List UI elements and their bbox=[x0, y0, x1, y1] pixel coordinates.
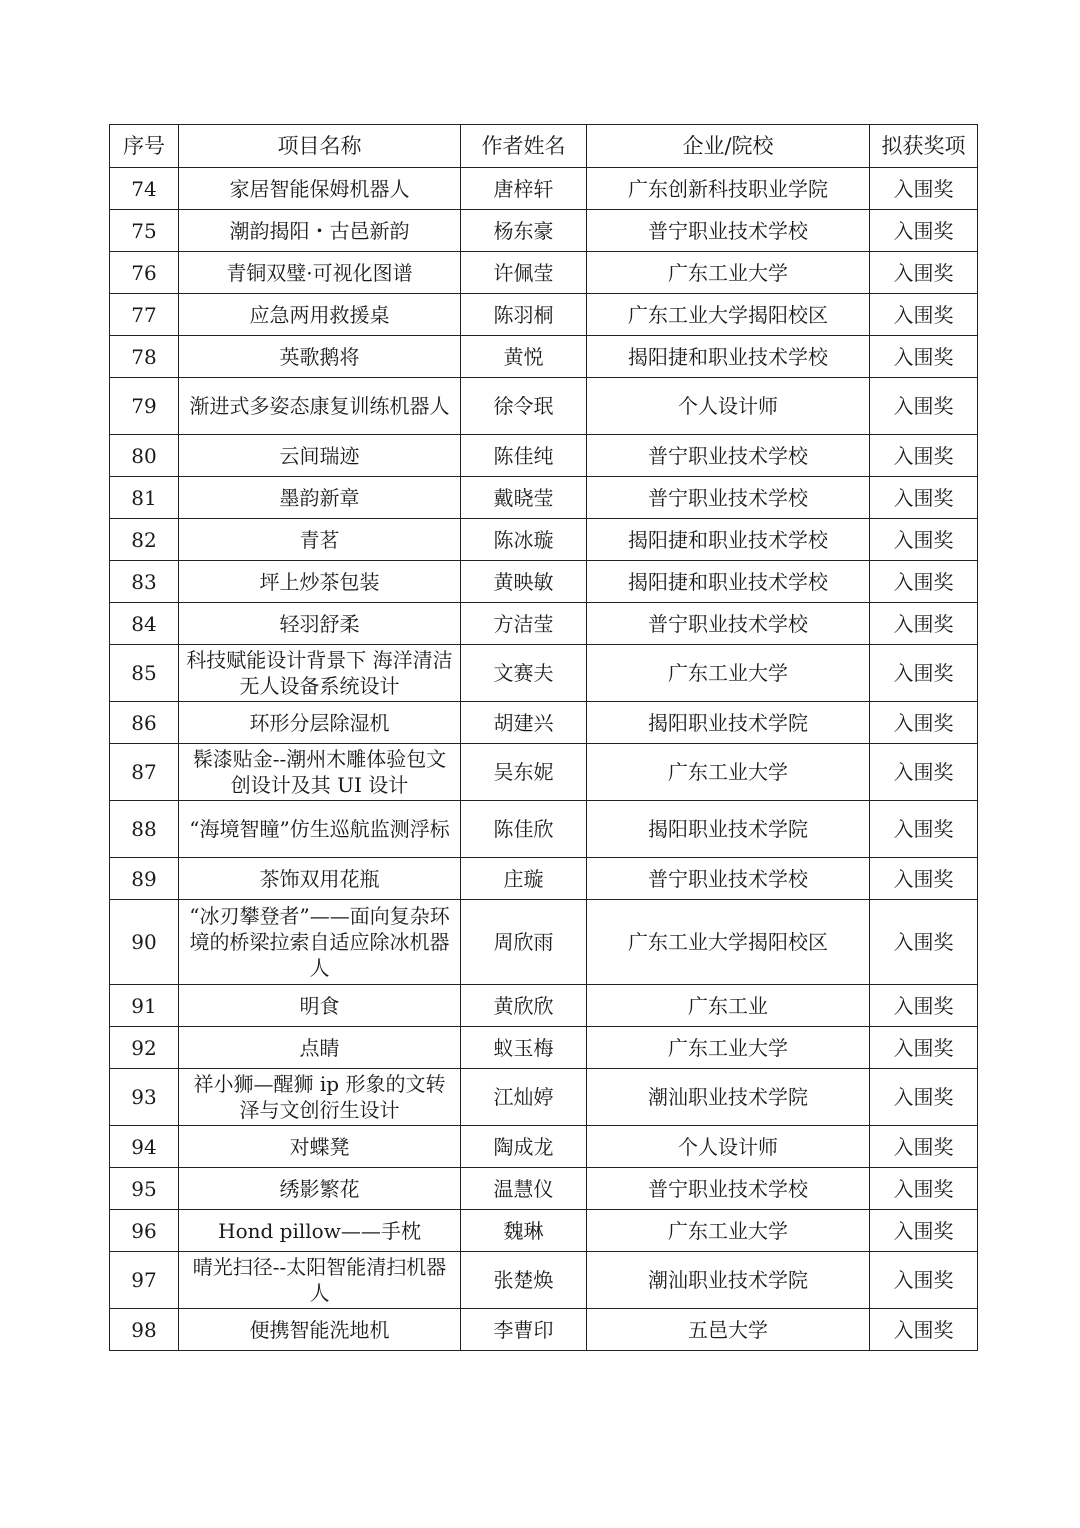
cell-project: 英歌鹅将 bbox=[179, 336, 461, 378]
table-row bbox=[110, 985, 978, 1027]
cell-no: 88 bbox=[110, 801, 179, 858]
cell-award: 入围奖 bbox=[870, 801, 978, 858]
cell-author: 黄映敏 bbox=[461, 561, 587, 603]
cell-award: 入围奖 bbox=[870, 645, 978, 702]
table-row bbox=[110, 1069, 978, 1126]
cell-author: 方洁莹 bbox=[461, 603, 587, 645]
table-row bbox=[110, 561, 978, 603]
cell-project: 坪上炒茶包装 bbox=[179, 561, 461, 603]
award-table-container bbox=[109, 124, 977, 1351]
table-row bbox=[110, 519, 978, 561]
cell-project: 轻羽舒柔 bbox=[179, 603, 461, 645]
cell-org: 揭阳职业技术学院 bbox=[587, 801, 870, 858]
table-body bbox=[110, 168, 978, 1351]
cell-org: 揭阳捷和职业技术学校 bbox=[587, 519, 870, 561]
cell-award: 入围奖 bbox=[870, 1309, 978, 1351]
cell-no: 84 bbox=[110, 603, 179, 645]
cell-no: 92 bbox=[110, 1027, 179, 1069]
cell-org: 个人设计师 bbox=[587, 1126, 870, 1168]
cell-award: 入围奖 bbox=[870, 1210, 978, 1252]
cell-author: 黄悦 bbox=[461, 336, 587, 378]
cell-org: 普宁职业技术学校 bbox=[587, 1168, 870, 1210]
cell-author: 文赛夫 bbox=[461, 645, 587, 702]
cell-project: “冰刃攀登者”——面向复杂环境的桥梁拉索自适应除冰机器人 bbox=[179, 900, 461, 985]
cell-author: 江灿婷 bbox=[461, 1069, 587, 1126]
cell-author: 唐梓轩 bbox=[461, 168, 587, 210]
cell-org: 揭阳捷和职业技术学校 bbox=[587, 561, 870, 603]
cell-author: 陈佳欣 bbox=[461, 801, 587, 858]
cell-project: 青茗 bbox=[179, 519, 461, 561]
cell-award: 入围奖 bbox=[870, 168, 978, 210]
cell-author: 胡建兴 bbox=[461, 702, 587, 744]
cell-no: 93 bbox=[110, 1069, 179, 1126]
cell-award: 入围奖 bbox=[870, 1168, 978, 1210]
cell-no: 83 bbox=[110, 561, 179, 603]
cell-org: 广东工业大学 bbox=[587, 1027, 870, 1069]
cell-org: 普宁职业技术学校 bbox=[587, 435, 870, 477]
cell-org: 个人设计师 bbox=[587, 378, 870, 435]
cell-award: 入围奖 bbox=[870, 252, 978, 294]
cell-author: 蚁玉梅 bbox=[461, 1027, 587, 1069]
award-table bbox=[109, 124, 978, 1351]
table-row bbox=[110, 858, 978, 900]
cell-award: 入围奖 bbox=[870, 744, 978, 801]
header-no: 序号 bbox=[110, 125, 179, 168]
cell-project: 绣影繁花 bbox=[179, 1168, 461, 1210]
table-row bbox=[110, 801, 978, 858]
cell-project: 祥小狮—醒狮 ip 形象的文转泽与文创衍生设计 bbox=[179, 1069, 461, 1126]
cell-award: 入围奖 bbox=[870, 858, 978, 900]
cell-project: 点睛 bbox=[179, 1027, 461, 1069]
cell-org: 揭阳捷和职业技术学校 bbox=[587, 336, 870, 378]
cell-author: 吴东妮 bbox=[461, 744, 587, 801]
cell-org: 潮汕职业技术学院 bbox=[587, 1252, 870, 1309]
cell-no: 97 bbox=[110, 1252, 179, 1309]
cell-project: 髹漆贴金--潮州木雕体验包文创设计及其 UI 设计 bbox=[179, 744, 461, 801]
cell-award: 入围奖 bbox=[870, 435, 978, 477]
cell-no: 91 bbox=[110, 985, 179, 1027]
cell-award: 入围奖 bbox=[870, 1252, 978, 1309]
cell-org: 揭阳职业技术学院 bbox=[587, 702, 870, 744]
cell-no: 79 bbox=[110, 378, 179, 435]
cell-org: 广东工业 bbox=[587, 985, 870, 1027]
cell-award: 入围奖 bbox=[870, 1126, 978, 1168]
cell-org: 广东工业大学 bbox=[587, 1210, 870, 1252]
cell-award: 入围奖 bbox=[870, 1027, 978, 1069]
cell-award: 入围奖 bbox=[870, 378, 978, 435]
table-row bbox=[110, 1252, 978, 1309]
cell-project: 潮韵揭阳・古邑新韵 bbox=[179, 210, 461, 252]
cell-no: 90 bbox=[110, 900, 179, 985]
table-row bbox=[110, 1168, 978, 1210]
table-row bbox=[110, 210, 978, 252]
table-row bbox=[110, 1027, 978, 1069]
cell-project: 对蝶凳 bbox=[179, 1126, 461, 1168]
cell-author: 周欣雨 bbox=[461, 900, 587, 985]
cell-author: 许佩莹 bbox=[461, 252, 587, 294]
cell-no: 86 bbox=[110, 702, 179, 744]
table-row bbox=[110, 900, 978, 985]
cell-award: 入围奖 bbox=[870, 561, 978, 603]
cell-author: 庄璇 bbox=[461, 858, 587, 900]
cell-project: 明食 bbox=[179, 985, 461, 1027]
table-row bbox=[110, 477, 978, 519]
cell-author: 陈佳纯 bbox=[461, 435, 587, 477]
cell-project: 环形分层除湿机 bbox=[179, 702, 461, 744]
cell-author: 张楚焕 bbox=[461, 1252, 587, 1309]
cell-org: 广东创新科技职业学院 bbox=[587, 168, 870, 210]
cell-no: 98 bbox=[110, 1309, 179, 1351]
cell-org: 普宁职业技术学校 bbox=[587, 477, 870, 519]
cell-project: 茶饰双用花瓶 bbox=[179, 858, 461, 900]
cell-no: 96 bbox=[110, 1210, 179, 1252]
cell-award: 入围奖 bbox=[870, 210, 978, 252]
table-row bbox=[110, 702, 978, 744]
cell-no: 75 bbox=[110, 210, 179, 252]
cell-org: 广东工业大学 bbox=[587, 645, 870, 702]
cell-org: 广东工业大学 bbox=[587, 744, 870, 801]
cell-project: Hond pillow——手枕 bbox=[179, 1210, 461, 1252]
cell-org: 普宁职业技术学校 bbox=[587, 210, 870, 252]
cell-no: 77 bbox=[110, 294, 179, 336]
table-row bbox=[110, 1210, 978, 1252]
cell-award: 入围奖 bbox=[870, 294, 978, 336]
cell-author: 李曹印 bbox=[461, 1309, 587, 1351]
cell-no: 87 bbox=[110, 744, 179, 801]
cell-author: 陈羽桐 bbox=[461, 294, 587, 336]
header-award: 拟获奖项 bbox=[870, 125, 978, 168]
cell-org: 广东工业大学揭阳校区 bbox=[587, 900, 870, 985]
cell-author: 徐令珉 bbox=[461, 378, 587, 435]
cell-award: 入围奖 bbox=[870, 336, 978, 378]
cell-org: 潮汕职业技术学院 bbox=[587, 1069, 870, 1126]
cell-org: 五邑大学 bbox=[587, 1309, 870, 1351]
cell-org: 广东工业大学 bbox=[587, 252, 870, 294]
cell-project: 家居智能保姆机器人 bbox=[179, 168, 461, 210]
table-row bbox=[110, 294, 978, 336]
table-row bbox=[110, 168, 978, 210]
cell-org: 普宁职业技术学校 bbox=[587, 603, 870, 645]
cell-project: 应急两用救援桌 bbox=[179, 294, 461, 336]
cell-award: 入围奖 bbox=[870, 477, 978, 519]
cell-award: 入围奖 bbox=[870, 1069, 978, 1126]
cell-no: 78 bbox=[110, 336, 179, 378]
cell-no: 85 bbox=[110, 645, 179, 702]
header-project: 项目名称 bbox=[179, 125, 461, 168]
cell-author: 魏琳 bbox=[461, 1210, 587, 1252]
cell-award: 入围奖 bbox=[870, 702, 978, 744]
cell-award: 入围奖 bbox=[870, 603, 978, 645]
cell-no: 82 bbox=[110, 519, 179, 561]
cell-org: 普宁职业技术学校 bbox=[587, 858, 870, 900]
cell-author: 戴晓莹 bbox=[461, 477, 587, 519]
cell-award: 入围奖 bbox=[870, 900, 978, 985]
cell-award: 入围奖 bbox=[870, 519, 978, 561]
cell-no: 81 bbox=[110, 477, 179, 519]
table-header-row bbox=[110, 125, 978, 168]
cell-no: 76 bbox=[110, 252, 179, 294]
cell-project: 渐进式多姿态康复训练机器人 bbox=[179, 378, 461, 435]
cell-no: 80 bbox=[110, 435, 179, 477]
table-row bbox=[110, 645, 978, 702]
table-row bbox=[110, 435, 978, 477]
cell-project: 晴光扫径--太阳智能清扫机器人 bbox=[179, 1252, 461, 1309]
table-row bbox=[110, 378, 978, 435]
cell-award: 入围奖 bbox=[870, 985, 978, 1027]
table-row bbox=[110, 1126, 978, 1168]
cell-author: 温慧仪 bbox=[461, 1168, 587, 1210]
cell-project: 科技赋能设计背景下 海洋清洁无人设备系统设计 bbox=[179, 645, 461, 702]
table-row bbox=[110, 252, 978, 294]
cell-author: 黄欣欣 bbox=[461, 985, 587, 1027]
cell-project: “海境智瞳”仿生巡航监测浮标 bbox=[179, 801, 461, 858]
cell-author: 陈冰璇 bbox=[461, 519, 587, 561]
table-row bbox=[110, 336, 978, 378]
table-row bbox=[110, 744, 978, 801]
cell-project: 便携智能洗地机 bbox=[179, 1309, 461, 1351]
cell-project: 青铜双璧·可视化图谱 bbox=[179, 252, 461, 294]
table-row bbox=[110, 1309, 978, 1351]
cell-author: 杨东豪 bbox=[461, 210, 587, 252]
cell-no: 94 bbox=[110, 1126, 179, 1168]
table-row bbox=[110, 603, 978, 645]
cell-org: 广东工业大学揭阳校区 bbox=[587, 294, 870, 336]
cell-no: 89 bbox=[110, 858, 179, 900]
cell-project: 云间瑞迹 bbox=[179, 435, 461, 477]
cell-no: 74 bbox=[110, 168, 179, 210]
header-author: 作者姓名 bbox=[461, 125, 587, 168]
cell-no: 95 bbox=[110, 1168, 179, 1210]
header-org: 企业/院校 bbox=[587, 125, 870, 168]
cell-author: 陶成龙 bbox=[461, 1126, 587, 1168]
cell-project: 墨韵新章 bbox=[179, 477, 461, 519]
